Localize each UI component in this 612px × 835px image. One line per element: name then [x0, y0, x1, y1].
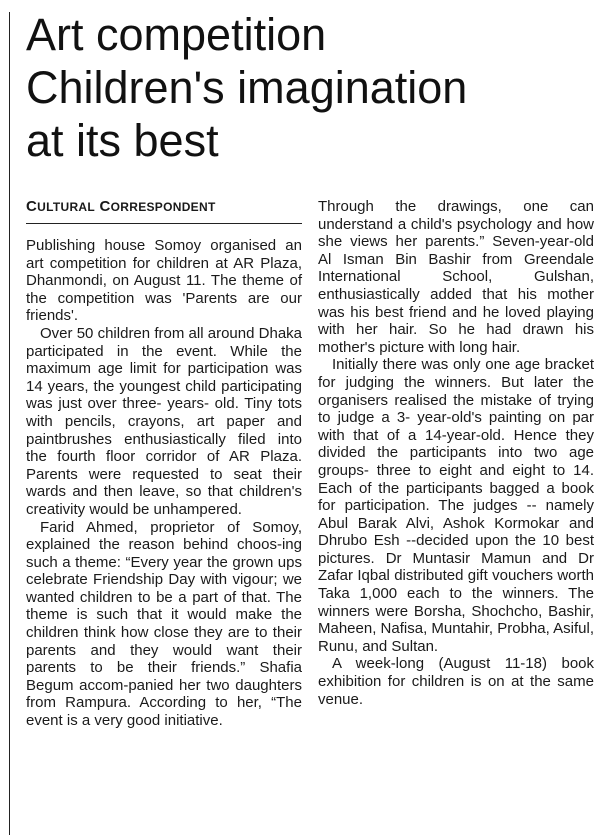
- byline-rest-1: ULTURAL: [37, 200, 96, 214]
- headline-kicker: Art competition: [26, 9, 327, 60]
- byline-initial-1: C: [26, 198, 38, 215]
- paragraph: Over 50 children from all around Dhaka participated in the event. While the maximum age limit for participation was 14 years, the youngest child participating was just over three- years- old. Tiny tots with pencils, crayons, art paper and paintbrushes enthusiastically filed into the fourth floor corridor of AR Plaza. Parents were requested to seat their wards and then leave, so that children's creativity would be unhampered.: [26, 324, 302, 518]
- paragraph: Farid Ahmed, proprietor of Somoy, explained the reason behind choos-ing such a theme: “Every year the grown ups celebrate Friendship Day with vigour; we wanted children to be a part of that. The theme is such that it would make the children think how close they are to their parents and they would want their parents to be their friends.” Shafia Begum accom-panied her two daughters from Rampura. According to her, “The event is a very good initiative.: [26, 518, 302, 730]
- byline-initial-2: C: [99, 198, 111, 215]
- paragraph: Through the drawings, one can understand a child's psychology and how she views her parents.” Seven-year-old Al Isman Bin Bashir from Greendale International School, Gulshan, enthusiastically added that his mother was his best friend and he loved playing with her hair. So he had drawn his mother's picture with long hair.: [318, 198, 594, 356]
- column-rule: [9, 12, 10, 835]
- paragraph: Initially there was only one age bracket for judging the winners. But later the organisers realised the mistake of trying to judge a 3- year-old's painting on par with that of a 14-year-old. Hence they divided the participants into two age groups- three to eight and eight to 14. Each of the participants bagged a book for participation. The judges -- namely Abul Barak Alvi, Ashok Kormokar and Dhrubo Esh --decided upon the 10 best pictures. Dr Muntasir Mamun and Dr Zafar Iqbal distributed gift vouchers worth Taka 1,000 each to the winners. The winners were Borsha, Shochcho, Bashir, Maheen, Nafisa, Muntahir, Probha, Asiful, Runu, and Sultan.: [318, 356, 594, 655]
- headline-line-1: Children's imagination: [26, 62, 468, 113]
- headline-line-2: at its best: [26, 115, 219, 166]
- byline: [26, 198, 302, 224]
- byline-rest-2: ORRESPONDENT: [110, 200, 216, 214]
- headline: [26, 8, 467, 167]
- article-column-left: [26, 198, 302, 730]
- paragraph: Publishing house Somoy organised an art competition for children at AR Plaza, Dhanmondi, on August 11. The theme of the competition was 'Parents are our friends'.: [26, 237, 302, 325]
- article-column-right: [318, 198, 594, 708]
- paragraph: A week-long (August 11-18) book exhibition for children is on at the same venue.: [318, 655, 594, 708]
